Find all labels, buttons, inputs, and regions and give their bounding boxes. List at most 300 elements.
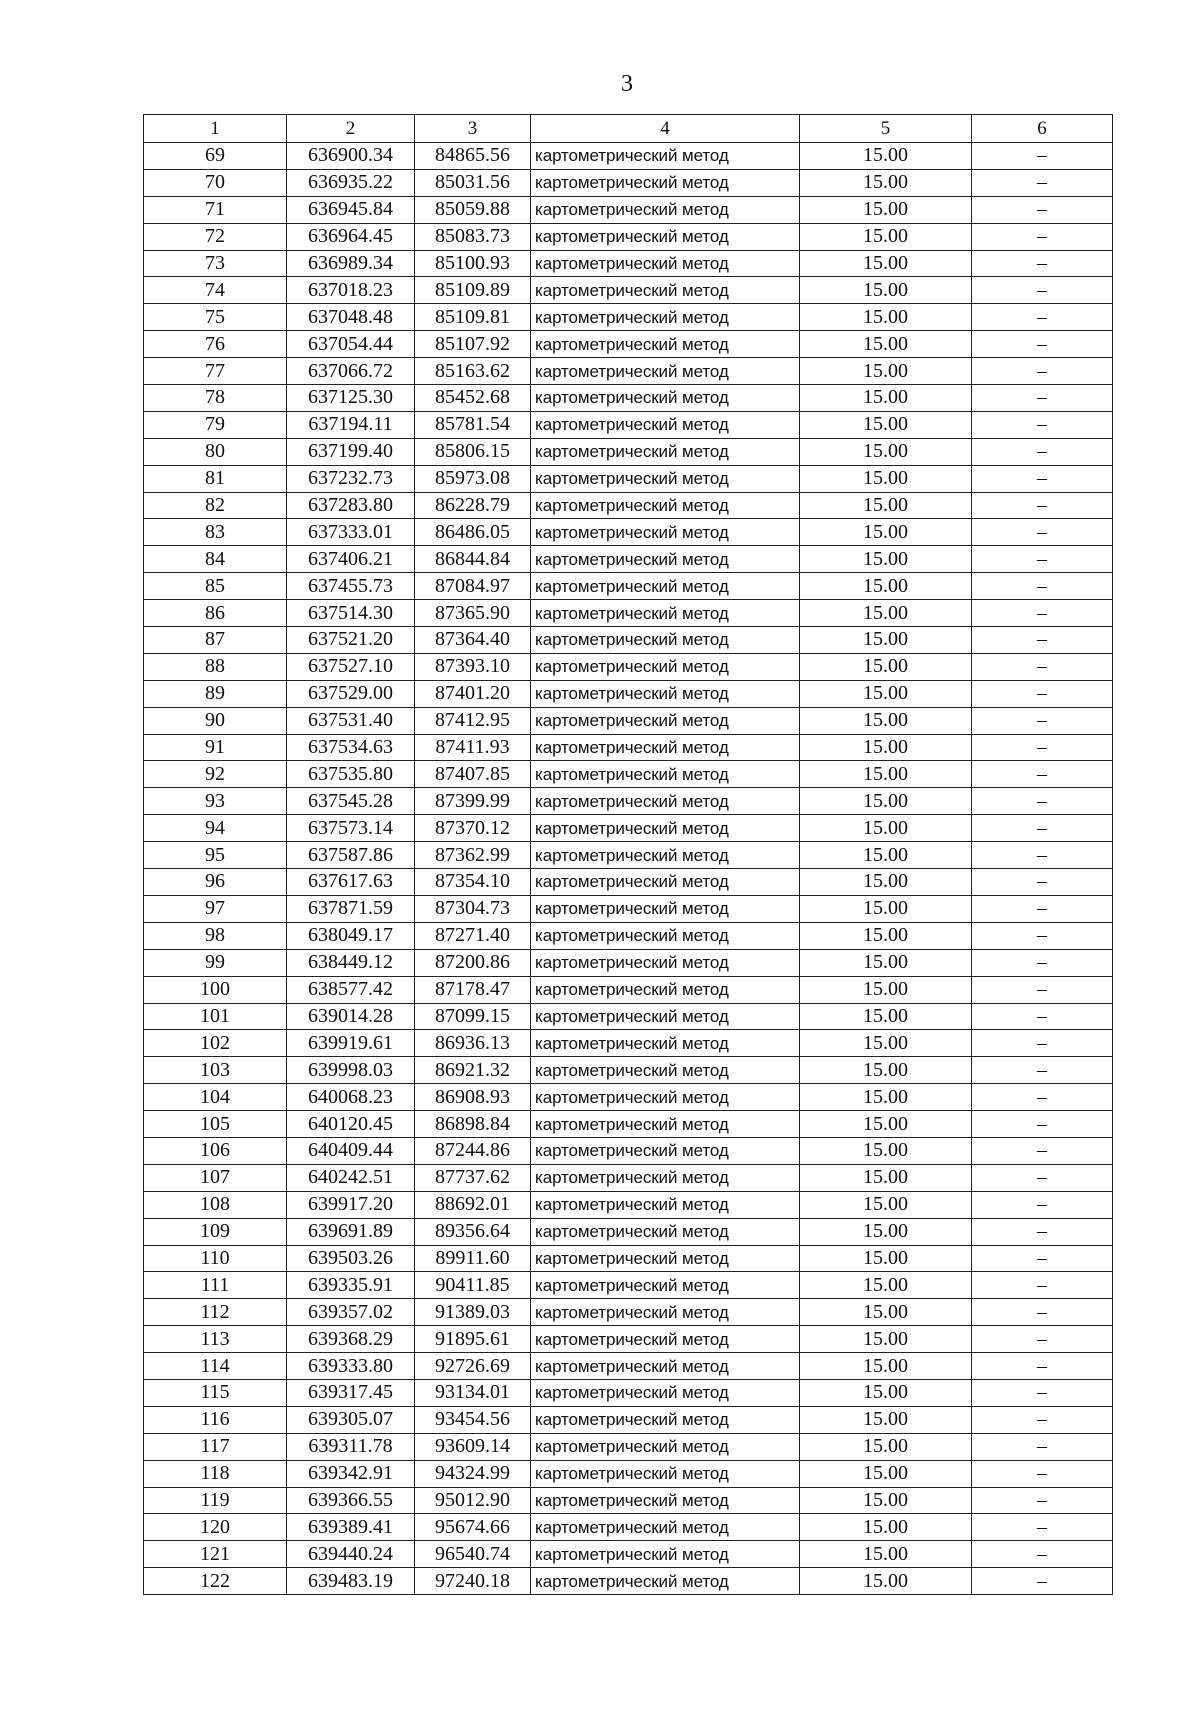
- accuracy-cell: 15.00: [800, 1245, 972, 1272]
- x-coordinate-cell: 640242.51: [287, 1164, 415, 1191]
- method-cell: картометрический метод: [531, 250, 800, 277]
- header-col-4: 4: [531, 115, 800, 143]
- x-coordinate-cell: 639919.61: [287, 1030, 415, 1057]
- method-cell: картометрический метод: [531, 573, 800, 600]
- table-row: [144, 1057, 1113, 1084]
- table-row: [144, 680, 1113, 707]
- point-number-cell: 80: [144, 438, 287, 465]
- x-coordinate-cell: 639691.89: [287, 1218, 415, 1245]
- table-row: [144, 815, 1113, 842]
- x-coordinate-cell: 639440.24: [287, 1541, 415, 1568]
- table-row: [144, 734, 1113, 761]
- accuracy-cell: 15.00: [800, 653, 972, 680]
- y-coordinate-cell: 87271.40: [415, 922, 531, 949]
- y-coordinate-cell: 94324.99: [415, 1460, 531, 1487]
- note-cell: –: [972, 976, 1113, 1003]
- page-number: 3: [621, 71, 633, 97]
- point-number-cell: 102: [144, 1030, 287, 1057]
- point-number-cell: 96: [144, 869, 287, 896]
- note-cell: –: [972, 223, 1113, 250]
- accuracy-cell: 15.00: [800, 1379, 972, 1406]
- accuracy-cell: 15.00: [800, 385, 972, 412]
- table-row: [144, 1460, 1113, 1487]
- header-col-2: 2: [287, 115, 415, 143]
- table-row: [144, 869, 1113, 896]
- accuracy-cell: 15.00: [800, 519, 972, 546]
- accuracy-cell: 15.00: [800, 1487, 972, 1514]
- accuracy-cell: 15.00: [800, 1433, 972, 1460]
- method-cell: картометрический метод: [531, 653, 800, 680]
- x-coordinate-cell: 637406.21: [287, 546, 415, 573]
- note-cell: –: [972, 842, 1113, 869]
- method-cell: картометрический метод: [531, 277, 800, 304]
- table-row: [144, 519, 1113, 546]
- x-coordinate-cell: 639311.78: [287, 1433, 415, 1460]
- table-row: [144, 1272, 1113, 1299]
- table-row: [144, 465, 1113, 492]
- y-coordinate-cell: 88692.01: [415, 1191, 531, 1218]
- method-cell: картометрический метод: [531, 438, 800, 465]
- note-cell: –: [972, 1379, 1113, 1406]
- method-cell: картометрический метод: [531, 492, 800, 519]
- accuracy-cell: 15.00: [800, 761, 972, 788]
- x-coordinate-cell: 637066.72: [287, 358, 415, 385]
- y-coordinate-cell: 87099.15: [415, 1003, 531, 1030]
- note-cell: –: [972, 761, 1113, 788]
- method-cell: картометрический метод: [531, 815, 800, 842]
- point-number-cell: 115: [144, 1379, 287, 1406]
- method-cell: картометрический метод: [531, 465, 800, 492]
- x-coordinate-cell: 637018.23: [287, 277, 415, 304]
- method-cell: картометрический метод: [531, 546, 800, 573]
- table-row: [144, 1353, 1113, 1380]
- header-col-5: 5: [800, 115, 972, 143]
- method-cell: картометрический метод: [531, 1514, 800, 1541]
- method-cell: картометрический метод: [531, 1379, 800, 1406]
- accuracy-cell: 15.00: [800, 1353, 972, 1380]
- accuracy-cell: 15.00: [800, 250, 972, 277]
- y-coordinate-cell: 86936.13: [415, 1030, 531, 1057]
- y-coordinate-cell: 87737.62: [415, 1164, 531, 1191]
- point-number-cell: 71: [144, 196, 287, 223]
- y-coordinate-cell: 85452.68: [415, 385, 531, 412]
- accuracy-cell: 15.00: [800, 196, 972, 223]
- point-number-cell: 120: [144, 1514, 287, 1541]
- table-row: [144, 761, 1113, 788]
- note-cell: –: [972, 546, 1113, 573]
- method-cell: картометрический метод: [531, 331, 800, 358]
- method-cell: картометрический метод: [531, 788, 800, 815]
- accuracy-cell: 15.00: [800, 680, 972, 707]
- y-coordinate-cell: 93134.01: [415, 1379, 531, 1406]
- y-coordinate-cell: 85163.62: [415, 358, 531, 385]
- method-cell: картометрический метод: [531, 976, 800, 1003]
- table-row: [144, 1541, 1113, 1568]
- accuracy-cell: 15.00: [800, 1218, 972, 1245]
- accuracy-cell: 15.00: [800, 842, 972, 869]
- note-cell: –: [972, 1245, 1113, 1272]
- accuracy-cell: 15.00: [800, 1326, 972, 1353]
- point-number-cell: 101: [144, 1003, 287, 1030]
- method-cell: картометрический метод: [531, 1568, 800, 1595]
- point-number-cell: 70: [144, 169, 287, 196]
- point-number-cell: 86: [144, 600, 287, 627]
- note-cell: –: [972, 277, 1113, 304]
- accuracy-cell: 15.00: [800, 411, 972, 438]
- table-row: [144, 895, 1113, 922]
- method-cell: картометрический метод: [531, 1084, 800, 1111]
- table-row: [144, 1379, 1113, 1406]
- y-coordinate-cell: 85973.08: [415, 465, 531, 492]
- method-cell: картометрический метод: [531, 304, 800, 331]
- table-row: [144, 788, 1113, 815]
- header-col-3: 3: [415, 115, 531, 143]
- accuracy-cell: 15.00: [800, 600, 972, 627]
- y-coordinate-cell: 86898.84: [415, 1111, 531, 1138]
- point-number-cell: 110: [144, 1245, 287, 1272]
- method-cell: картометрический метод: [531, 169, 800, 196]
- x-coordinate-cell: 637048.48: [287, 304, 415, 331]
- x-coordinate-cell: 639305.07: [287, 1406, 415, 1433]
- table-row: [144, 922, 1113, 949]
- point-number-cell: 117: [144, 1433, 287, 1460]
- method-cell: картометрический метод: [531, 734, 800, 761]
- table-row: [144, 438, 1113, 465]
- table-row: [144, 653, 1113, 680]
- point-number-cell: 92: [144, 761, 287, 788]
- x-coordinate-cell: 636964.45: [287, 223, 415, 250]
- table-row: [144, 277, 1113, 304]
- accuracy-cell: 15.00: [800, 143, 972, 170]
- x-coordinate-cell: 639917.20: [287, 1191, 415, 1218]
- point-number-cell: 79: [144, 411, 287, 438]
- note-cell: –: [972, 492, 1113, 519]
- method-cell: картометрический метод: [531, 385, 800, 412]
- method-cell: картометрический метод: [531, 1541, 800, 1568]
- x-coordinate-cell: 637573.14: [287, 815, 415, 842]
- method-cell: картометрический метод: [531, 922, 800, 949]
- accuracy-cell: 15.00: [800, 788, 972, 815]
- table-row: [144, 1487, 1113, 1514]
- table-row: [144, 1164, 1113, 1191]
- y-coordinate-cell: 89356.64: [415, 1218, 531, 1245]
- point-number-cell: 99: [144, 949, 287, 976]
- note-cell: –: [972, 1514, 1113, 1541]
- note-cell: –: [972, 922, 1113, 949]
- point-number-cell: 89: [144, 680, 287, 707]
- x-coordinate-cell: 640409.44: [287, 1137, 415, 1164]
- x-coordinate-cell: 637125.30: [287, 385, 415, 412]
- point-number-cell: 116: [144, 1406, 287, 1433]
- method-cell: картометрический метод: [531, 1487, 800, 1514]
- accuracy-cell: 15.00: [800, 546, 972, 573]
- x-coordinate-cell: 639342.91: [287, 1460, 415, 1487]
- table-row: [144, 1433, 1113, 1460]
- y-coordinate-cell: 93609.14: [415, 1433, 531, 1460]
- method-cell: картометрический метод: [531, 1272, 800, 1299]
- accuracy-cell: 15.00: [800, 949, 972, 976]
- note-cell: –: [972, 1299, 1113, 1326]
- method-cell: картометрический метод: [531, 358, 800, 385]
- x-coordinate-cell: 639357.02: [287, 1299, 415, 1326]
- point-number-cell: 90: [144, 707, 287, 734]
- note-cell: –: [972, 1137, 1113, 1164]
- point-number-cell: 93: [144, 788, 287, 815]
- header-col-6: 6: [972, 115, 1113, 143]
- y-coordinate-cell: 85109.81: [415, 304, 531, 331]
- y-coordinate-cell: 85806.15: [415, 438, 531, 465]
- note-cell: –: [972, 1057, 1113, 1084]
- coordinates-table: [143, 114, 1113, 1595]
- point-number-cell: 98: [144, 922, 287, 949]
- x-coordinate-cell: 638449.12: [287, 949, 415, 976]
- point-number-cell: 72: [144, 223, 287, 250]
- note-cell: –: [972, 1406, 1113, 1433]
- note-cell: –: [972, 815, 1113, 842]
- table-row: [144, 949, 1113, 976]
- accuracy-cell: 15.00: [800, 223, 972, 250]
- point-number-cell: 122: [144, 1568, 287, 1595]
- point-number-cell: 85: [144, 573, 287, 600]
- point-number-cell: 75: [144, 304, 287, 331]
- point-number-cell: 83: [144, 519, 287, 546]
- point-number-cell: 69: [144, 143, 287, 170]
- accuracy-cell: 15.00: [800, 331, 972, 358]
- x-coordinate-cell: 640120.45: [287, 1111, 415, 1138]
- y-coordinate-cell: 85059.88: [415, 196, 531, 223]
- method-cell: картометрический метод: [531, 1433, 800, 1460]
- note-cell: –: [972, 358, 1113, 385]
- point-number-cell: 105: [144, 1111, 287, 1138]
- x-coordinate-cell: 636945.84: [287, 196, 415, 223]
- note-cell: –: [972, 1326, 1113, 1353]
- table-row: [144, 223, 1113, 250]
- table-row: [144, 1084, 1113, 1111]
- point-number-cell: 94: [144, 815, 287, 842]
- accuracy-cell: 15.00: [800, 573, 972, 600]
- y-coordinate-cell: 93454.56: [415, 1406, 531, 1433]
- x-coordinate-cell: 639366.55: [287, 1487, 415, 1514]
- x-coordinate-cell: 637531.40: [287, 707, 415, 734]
- accuracy-cell: 15.00: [800, 895, 972, 922]
- accuracy-cell: 15.00: [800, 1460, 972, 1487]
- x-coordinate-cell: 637529.00: [287, 680, 415, 707]
- x-coordinate-cell: 637521.20: [287, 627, 415, 654]
- y-coordinate-cell: 97240.18: [415, 1568, 531, 1595]
- method-cell: картометрический метод: [531, 1353, 800, 1380]
- table-row: [144, 1568, 1113, 1595]
- table-row: [144, 842, 1113, 869]
- note-cell: –: [972, 1218, 1113, 1245]
- table-row: [144, 627, 1113, 654]
- note-cell: –: [972, 411, 1113, 438]
- point-number-cell: 81: [144, 465, 287, 492]
- table-row: [144, 546, 1113, 573]
- accuracy-cell: 15.00: [800, 707, 972, 734]
- point-number-cell: 114: [144, 1353, 287, 1380]
- point-number-cell: 82: [144, 492, 287, 519]
- method-cell: картометрический метод: [531, 761, 800, 788]
- method-cell: картометрический метод: [531, 869, 800, 896]
- x-coordinate-cell: 639014.28: [287, 1003, 415, 1030]
- accuracy-cell: 15.00: [800, 492, 972, 519]
- point-number-cell: 106: [144, 1137, 287, 1164]
- method-cell: картометрический метод: [531, 1137, 800, 1164]
- y-coordinate-cell: 87084.97: [415, 573, 531, 600]
- y-coordinate-cell: 87354.10: [415, 869, 531, 896]
- x-coordinate-cell: 639503.26: [287, 1245, 415, 1272]
- accuracy-cell: 15.00: [800, 1541, 972, 1568]
- method-cell: картометрический метод: [531, 1218, 800, 1245]
- table-row: [144, 331, 1113, 358]
- y-coordinate-cell: 95012.90: [415, 1487, 531, 1514]
- y-coordinate-cell: 85031.56: [415, 169, 531, 196]
- point-number-cell: 74: [144, 277, 287, 304]
- note-cell: –: [972, 1487, 1113, 1514]
- accuracy-cell: 15.00: [800, 1299, 972, 1326]
- accuracy-cell: 15.00: [800, 358, 972, 385]
- accuracy-cell: 15.00: [800, 1137, 972, 1164]
- x-coordinate-cell: 637514.30: [287, 600, 415, 627]
- y-coordinate-cell: 89911.60: [415, 1245, 531, 1272]
- y-coordinate-cell: 87365.90: [415, 600, 531, 627]
- accuracy-cell: 15.00: [800, 976, 972, 1003]
- y-coordinate-cell: 87362.99: [415, 842, 531, 869]
- x-coordinate-cell: 639483.19: [287, 1568, 415, 1595]
- note-cell: –: [972, 169, 1113, 196]
- y-coordinate-cell: 86844.84: [415, 546, 531, 573]
- accuracy-cell: 15.00: [800, 1111, 972, 1138]
- accuracy-cell: 15.00: [800, 277, 972, 304]
- accuracy-cell: 15.00: [800, 815, 972, 842]
- method-cell: картометрический метод: [531, 1057, 800, 1084]
- y-coordinate-cell: 91895.61: [415, 1326, 531, 1353]
- method-cell: картометрический метод: [531, 1299, 800, 1326]
- point-number-cell: 118: [144, 1460, 287, 1487]
- table-row: [144, 1218, 1113, 1245]
- y-coordinate-cell: 85109.89: [415, 277, 531, 304]
- y-coordinate-cell: 87407.85: [415, 761, 531, 788]
- y-coordinate-cell: 86486.05: [415, 519, 531, 546]
- table-row: [144, 385, 1113, 412]
- note-cell: –: [972, 196, 1113, 223]
- note-cell: –: [972, 869, 1113, 896]
- y-coordinate-cell: 87200.86: [415, 949, 531, 976]
- y-coordinate-cell: 87401.20: [415, 680, 531, 707]
- x-coordinate-cell: 637199.40: [287, 438, 415, 465]
- note-cell: –: [972, 949, 1113, 976]
- table-row: [144, 1326, 1113, 1353]
- note-cell: –: [972, 707, 1113, 734]
- x-coordinate-cell: 637232.73: [287, 465, 415, 492]
- accuracy-cell: 15.00: [800, 734, 972, 761]
- point-number-cell: 100: [144, 976, 287, 1003]
- y-coordinate-cell: 86908.93: [415, 1084, 531, 1111]
- note-cell: –: [972, 250, 1113, 277]
- point-number-cell: 73: [144, 250, 287, 277]
- y-coordinate-cell: 85107.92: [415, 331, 531, 358]
- table-row: [144, 169, 1113, 196]
- point-number-cell: 76: [144, 331, 287, 358]
- x-coordinate-cell: 638577.42: [287, 976, 415, 1003]
- table-header-row: [144, 115, 1113, 143]
- point-number-cell: 87: [144, 627, 287, 654]
- note-cell: –: [972, 1353, 1113, 1380]
- note-cell: –: [972, 734, 1113, 761]
- method-cell: картометрический метод: [531, 680, 800, 707]
- method-cell: картометрический метод: [531, 1164, 800, 1191]
- y-coordinate-cell: 87370.12: [415, 815, 531, 842]
- point-number-cell: 97: [144, 895, 287, 922]
- point-number-cell: 108: [144, 1191, 287, 1218]
- x-coordinate-cell: 636989.34: [287, 250, 415, 277]
- table-row: [144, 358, 1113, 385]
- note-cell: –: [972, 1433, 1113, 1460]
- accuracy-cell: 15.00: [800, 1057, 972, 1084]
- method-cell: картометрический метод: [531, 143, 800, 170]
- note-cell: –: [972, 1111, 1113, 1138]
- point-number-cell: 78: [144, 385, 287, 412]
- x-coordinate-cell: 637545.28: [287, 788, 415, 815]
- table-row: [144, 976, 1113, 1003]
- accuracy-cell: 15.00: [800, 627, 972, 654]
- method-cell: картометрический метод: [531, 949, 800, 976]
- y-coordinate-cell: 92726.69: [415, 1353, 531, 1380]
- y-coordinate-cell: 87399.99: [415, 788, 531, 815]
- note-cell: –: [972, 1191, 1113, 1218]
- x-coordinate-cell: 639335.91: [287, 1272, 415, 1299]
- point-number-cell: 104: [144, 1084, 287, 1111]
- note-cell: –: [972, 331, 1113, 358]
- x-coordinate-cell: 636935.22: [287, 169, 415, 196]
- note-cell: –: [972, 680, 1113, 707]
- table-row: [144, 1111, 1113, 1138]
- method-cell: картометрический метод: [531, 1406, 800, 1433]
- accuracy-cell: 15.00: [800, 465, 972, 492]
- accuracy-cell: 15.00: [800, 1084, 972, 1111]
- x-coordinate-cell: 637617.63: [287, 869, 415, 896]
- y-coordinate-cell: 86228.79: [415, 492, 531, 519]
- table-row: [144, 304, 1113, 331]
- note-cell: –: [972, 1084, 1113, 1111]
- method-cell: картометрический метод: [531, 223, 800, 250]
- accuracy-cell: 15.00: [800, 169, 972, 196]
- note-cell: –: [972, 1030, 1113, 1057]
- note-cell: –: [972, 895, 1113, 922]
- note-cell: –: [972, 143, 1113, 170]
- table-row: [144, 1406, 1113, 1433]
- note-cell: –: [972, 1003, 1113, 1030]
- x-coordinate-cell: 637283.80: [287, 492, 415, 519]
- point-number-cell: 109: [144, 1218, 287, 1245]
- note-cell: –: [972, 1568, 1113, 1595]
- note-cell: –: [972, 304, 1113, 331]
- method-cell: картометрический метод: [531, 627, 800, 654]
- y-coordinate-cell: 87411.93: [415, 734, 531, 761]
- accuracy-cell: 15.00: [800, 438, 972, 465]
- table-row: [144, 250, 1113, 277]
- method-cell: картометрический метод: [531, 411, 800, 438]
- point-number-cell: 95: [144, 842, 287, 869]
- x-coordinate-cell: 637194.11: [287, 411, 415, 438]
- table-row: [144, 707, 1113, 734]
- note-cell: –: [972, 385, 1113, 412]
- point-number-cell: 91: [144, 734, 287, 761]
- x-coordinate-cell: 639368.29: [287, 1326, 415, 1353]
- table-row: [144, 1514, 1113, 1541]
- accuracy-cell: 15.00: [800, 1030, 972, 1057]
- method-cell: картометрический метод: [531, 1245, 800, 1272]
